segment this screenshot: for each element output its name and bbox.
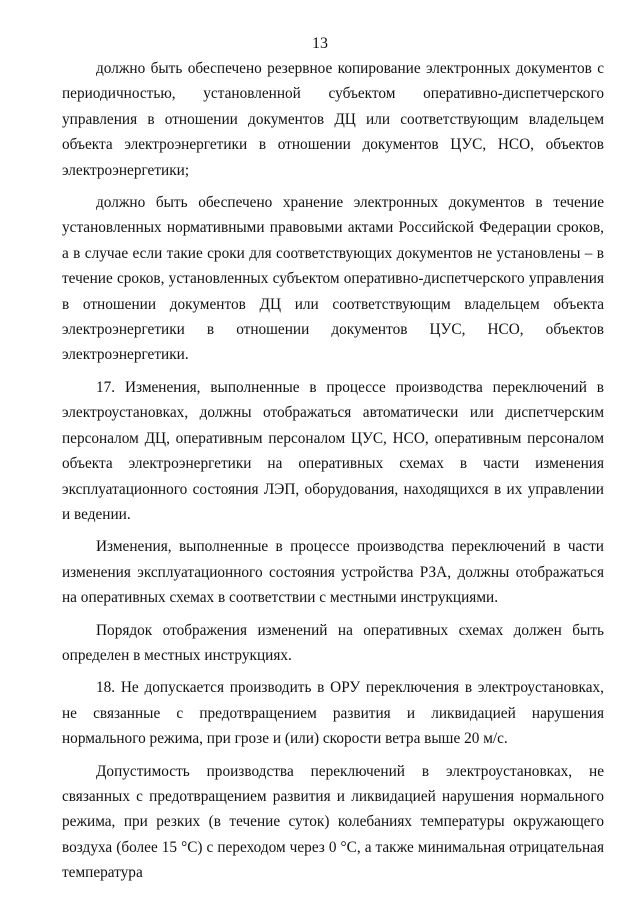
paragraph-rza-changes: Изменения, выполненные в процессе производства переключений в части изменения эксплуатационного состояния устройства РЗА, должны отображаться на оперативных схемах в соответствии с местными инструкциями.	[62, 538, 604, 607]
page-number: 13	[312, 35, 328, 52]
document-body	[62, 56, 604, 886]
paragraph-document-storage: должно быть обеспечено хранение электронных документов в течение установленных нормативными правовыми актами Российской Федерации сроков, а в случае если такие сроки для соответствующих документов не установлены – в течение сроков, установленных субъектом оперативно-диспетчерского управления в отношении документов ДЦ или соответствующим владельцем объекта электроэнергетики в отношении документов ЦУС, НСО, объектов электроэнергетики.	[62, 194, 604, 364]
paragraph-display-procedure: Порядок отображения изменений на оперативных схемах должен быть определен в местных инструкциях.	[62, 621, 604, 664]
paragraph-backup-copying: должно быть обеспечено резервное копирование электронных документов с периодичностью, установленной субъектом оперативно-диспетчерского управления в отношении документов ДЦ или соответствующим владельцем объекта электроэнергетики в отношении документов ЦУС, НСО, объектов электроэнергетики;	[62, 60, 604, 179]
paragraph-item-17: 17. Изменения, выполненные в процессе производства переключений в электроустановках, должны отображаться автоматически или диспетчерским персоналом ДЦ, оперативным персоналом ЦУС, НСО, оперативным персоналом объекта электроэнергетики на оперативных схемах в части изменения эксплуатационного состояния ЛЭП, оборудования, находящихся в их управлении и ведении.	[62, 378, 604, 523]
paragraph-item-18: 18. Не допускается производить в ОРУ переключения в электроустановках, не связанные с предотвращением развития и ликвидацией нарушения нормального режима, при грозе и (или) скорости ветра выше 20 м/с.	[62, 679, 604, 748]
paragraph-temperature-conditions: Допустимость производства переключений в электроустановках, не связанных с предотвращением развития и ликвидацией нарушения нормального режима, при резких (в течение суток) колебаниях температуры окружающего воздуха (более 15 °С) с переходом через 0 °С, а также минимальная отрицательная температура	[62, 762, 604, 882]
